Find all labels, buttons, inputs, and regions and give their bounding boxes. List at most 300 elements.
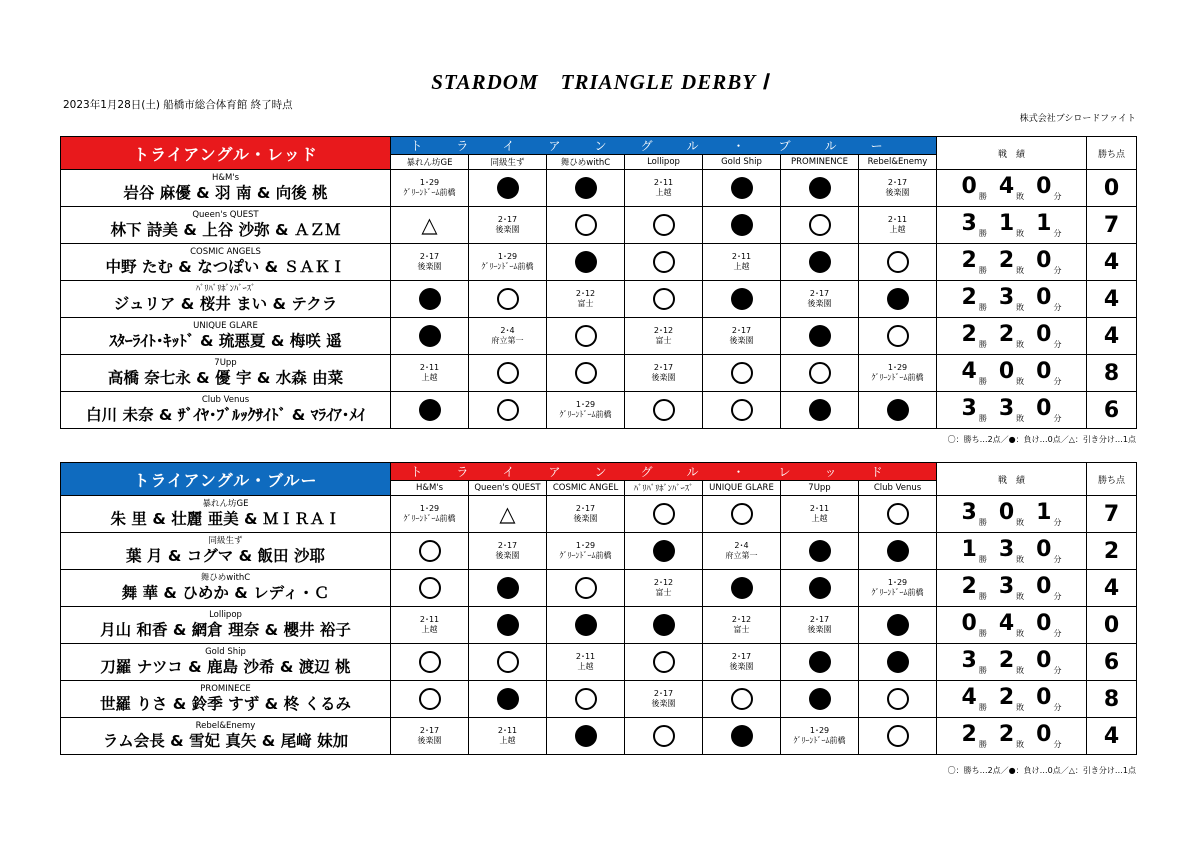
points-header: 勝ち点: [1087, 463, 1137, 496]
wins-count: 2: [961, 574, 977, 599]
match-date: 2･12: [653, 578, 674, 587]
loss-dot-icon: [809, 399, 831, 421]
date-venue: 2023年1月28日(土) 船橋市総合体育館 終了時点: [63, 99, 293, 111]
loss-dot-icon: [731, 177, 753, 199]
wrestler-names: 世羅 りさ & 鈴季 すず & 柊 くるみ: [100, 695, 351, 713]
match-result-cell: [703, 533, 781, 570]
wins-count: 2: [961, 285, 977, 310]
points-cell: 0: [1087, 170, 1137, 207]
opponent-name: COSMIC ANGEL: [547, 481, 625, 496]
match-result-cell: [859, 533, 937, 570]
loss-dot-icon: [887, 540, 909, 562]
wrestler-names: 高橋 奈七永 & 優 宇 & 水森 由菜: [107, 369, 344, 387]
team-cell: [61, 318, 391, 355]
loss-dot-icon: [653, 614, 675, 636]
win-circle-icon: [653, 725, 675, 747]
match-result-cell: [391, 244, 469, 281]
loss-dot-icon: [809, 540, 831, 562]
match-result-cell: [547, 281, 625, 318]
wrestler-names: ｽﾀｰﾗｲﾄ･ｷｯﾄﾞ & 琉悪夏 & 梅咲 遥: [109, 332, 342, 350]
match-venue: 上越: [421, 373, 438, 382]
unit-name: Queen's QUEST: [192, 210, 259, 220]
match-result-cell: [703, 718, 781, 755]
opponent-header-char: ッ: [824, 465, 871, 479]
loss-dot-icon: [419, 399, 441, 421]
match-result-cell: [469, 533, 547, 570]
draw-unit: 分: [1053, 555, 1062, 564]
win-circle-icon: [497, 288, 519, 310]
loss-dot-icon: [731, 214, 753, 236]
loss-dot-icon: [497, 177, 519, 199]
points-cell: 8: [1087, 681, 1137, 718]
opponent-header-char: ン: [594, 139, 641, 153]
match-result-cell: [547, 570, 625, 607]
legend-blue: 〇：勝ち…2点／●：負け…0点／△：引き分け…1点: [947, 766, 1136, 775]
win-circle-icon: [575, 362, 597, 384]
match-date: 2･17: [809, 289, 830, 298]
points-cell: 4: [1087, 281, 1137, 318]
wins-count: 3: [961, 211, 977, 236]
match-date: 2･17: [497, 541, 518, 550]
wrestler-names: ラム会長 & 雪妃 真矢 & 尾﨑 妹加: [102, 732, 349, 750]
team-cell: [61, 392, 391, 429]
opponent-name: Gold Ship: [703, 155, 781, 170]
match-result-cell: [859, 392, 937, 429]
win-unit: 勝: [978, 377, 987, 386]
opponent-name: 同級生ず: [469, 155, 547, 170]
loss-unit: 敗: [1016, 414, 1025, 423]
unit-name: UNIQUE GLARE: [193, 321, 258, 331]
losses-count: 2: [998, 322, 1015, 347]
table-row: [61, 170, 1137, 207]
page-title: STARDOM TRIANGLE DERBY Ⅰ: [431, 70, 769, 94]
opponent-header-char: ド: [870, 465, 917, 479]
unit-name: H&M's: [211, 173, 240, 183]
loss-unit: 敗: [1016, 666, 1025, 675]
wins-count: 0: [961, 611, 977, 636]
losses-count: 1: [998, 211, 1015, 236]
opponent-header-char: ト: [410, 139, 457, 153]
draws-count: 0: [1036, 285, 1052, 310]
draws-count: 0: [1036, 574, 1052, 599]
match-result-cell: [469, 355, 547, 392]
opponent-name: Club Venus: [859, 481, 937, 496]
win-circle-icon: [419, 688, 441, 710]
wrestler-names: ジュリア & 桜井 まい & テクラ: [113, 295, 338, 313]
match-result-cell: [859, 281, 937, 318]
opponent-header-char: イ: [502, 465, 549, 479]
opponent-header-char: ブ: [778, 139, 825, 153]
loss-dot-icon: [731, 577, 753, 599]
win-circle-icon: [731, 362, 753, 384]
win-circle-icon: [887, 325, 909, 347]
draws-count: 0: [1036, 685, 1052, 710]
wins-count: 4: [961, 685, 977, 710]
loss-unit: 敗: [1016, 340, 1025, 349]
match-result-cell: [781, 355, 859, 392]
points-cell: 6: [1087, 392, 1137, 429]
win-circle-icon: [653, 251, 675, 273]
match-venue: 富士: [733, 625, 750, 634]
opponent-header-char: ラ: [456, 139, 503, 153]
match-venue: 富士: [577, 299, 594, 308]
match-result-cell: [469, 718, 547, 755]
match-result-cell: [625, 207, 703, 244]
match-result-cell: [703, 570, 781, 607]
opponent-header-char: イ: [502, 139, 549, 153]
match-result-cell: [703, 644, 781, 681]
loss-dot-icon: [809, 688, 831, 710]
match-date: 1･29: [419, 178, 440, 187]
record-cell: [937, 392, 1087, 429]
match-venue: 後楽園: [807, 299, 832, 308]
match-result-cell: [391, 281, 469, 318]
opponent-name: Lollipop: [625, 155, 703, 170]
match-venue: ｸﾞﾘｰﾝﾄﾞｰﾑ前橋: [871, 588, 924, 597]
table-row: [61, 318, 1137, 355]
opponent-header-char: ア: [548, 465, 595, 479]
win-circle-icon: [419, 540, 441, 562]
match-date: 2･11: [731, 252, 752, 261]
opponent-header-char: レ: [778, 465, 825, 479]
loss-dot-icon: [575, 177, 597, 199]
match-venue: 富士: [655, 336, 672, 345]
wins-count: 2: [961, 248, 977, 273]
match-result-cell: [391, 607, 469, 644]
losses-count: 2: [998, 685, 1015, 710]
match-result-cell: [625, 170, 703, 207]
draws-count: 0: [1036, 537, 1052, 562]
match-date: 1･29: [887, 363, 908, 372]
match-date: 2･17: [887, 178, 908, 187]
record-cell: [937, 718, 1087, 755]
points-cell: 7: [1087, 207, 1137, 244]
match-date: 2･11: [419, 363, 440, 372]
match-date: 2･11: [653, 178, 674, 187]
match-date: 2･11: [575, 652, 596, 661]
loss-dot-icon: [575, 725, 597, 747]
win-unit: 勝: [978, 703, 987, 712]
match-venue: ｸﾞﾘｰﾝﾄﾞｰﾑ前橋: [559, 410, 612, 419]
loss-dot-icon: [497, 614, 519, 636]
wins-count: 4: [961, 359, 977, 384]
loss-dot-icon: [497, 577, 519, 599]
loss-unit: 敗: [1016, 229, 1025, 238]
loss-dot-icon: [809, 325, 831, 347]
match-result-cell: [469, 570, 547, 607]
match-result-cell: [859, 170, 937, 207]
win-circle-icon: [575, 577, 597, 599]
match-result-cell: [391, 570, 469, 607]
team-cell: [61, 570, 391, 607]
red-standings-table: [60, 136, 1137, 429]
match-result-cell: [781, 207, 859, 244]
match-venue: 後楽園: [417, 736, 442, 745]
win-unit: 勝: [978, 229, 987, 238]
match-date: 2･17: [653, 363, 674, 372]
match-date: 2･4: [734, 541, 749, 550]
match-date: 1･29: [809, 726, 830, 735]
match-date: 1･29: [575, 541, 596, 550]
match-result-cell: [859, 355, 937, 392]
match-result-cell: [547, 533, 625, 570]
match-result-cell: [469, 318, 547, 355]
match-result-cell: [547, 644, 625, 681]
win-circle-icon: [653, 214, 675, 236]
match-result-cell: [391, 644, 469, 681]
blue-opponent-header: [391, 463, 937, 481]
win-circle-icon: [653, 503, 675, 525]
record-cell: [937, 644, 1087, 681]
match-venue: ｸﾞﾘｰﾝﾄﾞｰﾑ前橋: [403, 514, 456, 523]
match-result-cell: [625, 533, 703, 570]
match-venue: 上越: [889, 225, 906, 234]
wrestler-names: 中野 たむ & なつぽい & ＳＡＫＩ: [105, 258, 346, 276]
match-venue: 上越: [811, 514, 828, 523]
match-venue: ｸﾞﾘｰﾝﾄﾞｰﾑ前橋: [871, 373, 924, 382]
match-result-cell: [469, 681, 547, 718]
unit-name: 舞ひめwithC: [200, 573, 251, 583]
points-cell: 4: [1087, 244, 1137, 281]
win-circle-icon: [887, 503, 909, 525]
match-result-cell: [625, 718, 703, 755]
opponent-header-char: ル: [824, 139, 871, 153]
win-circle-icon: [653, 399, 675, 421]
team-cell: [61, 355, 391, 392]
draws-count: 0: [1036, 322, 1052, 347]
red-opponent-header: [391, 137, 937, 155]
win-circle-icon: [731, 399, 753, 421]
match-date: 2･17: [419, 252, 440, 261]
opponent-header-char: ・: [732, 139, 779, 153]
record-header: 戦 績: [937, 137, 1087, 170]
losses-count: 3: [998, 285, 1015, 310]
win-unit: 勝: [978, 303, 987, 312]
draw-unit: 分: [1053, 303, 1062, 312]
wrestler-names: 林下 詩美 & 上谷 沙弥 & ＡＺＭ: [110, 221, 341, 239]
draw-unit: 分: [1053, 666, 1062, 675]
match-result-cell: [703, 207, 781, 244]
wins-count: 3: [961, 500, 977, 525]
match-result-cell: [547, 718, 625, 755]
win-unit: 勝: [978, 592, 987, 601]
unit-name: COSMIC ANGELS: [190, 247, 261, 257]
draws-count: 0: [1036, 722, 1052, 747]
loss-unit: 敗: [1016, 703, 1025, 712]
match-result-cell: [469, 207, 547, 244]
match-venue: 後楽園: [417, 262, 442, 271]
record-cell: [937, 607, 1087, 644]
loss-dot-icon: [809, 251, 831, 273]
match-date: 2･17: [497, 215, 518, 224]
win-circle-icon: [809, 214, 831, 236]
unit-name: 同級生ず: [208, 536, 243, 546]
match-date: 1･29: [497, 252, 518, 261]
match-date: 2･17: [653, 689, 674, 698]
blue-section-title: トライアングル・ブルー: [61, 463, 391, 496]
match-result-cell: [703, 318, 781, 355]
legend-red: 〇：勝ち…2点／●：負け…0点／△：引き分け…1点: [947, 435, 1136, 444]
points-cell: 7: [1087, 496, 1137, 533]
unit-name: 7Upp: [214, 358, 237, 368]
loss-dot-icon: [887, 651, 909, 673]
win-circle-icon: [887, 725, 909, 747]
match-result-cell: [781, 607, 859, 644]
unit-name: ﾊﾞﾘﾊﾞﾘﾎﾞﾝﾊﾞｰｽﾞ: [195, 284, 256, 294]
win-circle-icon: [731, 688, 753, 710]
wrestler-names: 白川 未奈 & ｻﾞｲﾔ･ﾌﾞﾙｯｸｻｲﾄﾞ & ﾏﾗｲｱ･ﾒｲ: [86, 406, 365, 424]
record-cell: [937, 244, 1087, 281]
draws-count: 0: [1036, 648, 1052, 673]
win-circle-icon: [497, 362, 519, 384]
loss-unit: 敗: [1016, 303, 1025, 312]
win-unit: 勝: [978, 340, 987, 349]
match-result-cell: [391, 355, 469, 392]
match-result-cell: [625, 607, 703, 644]
match-result-cell: [859, 207, 937, 244]
wins-count: 0: [961, 174, 977, 199]
match-result-cell: [547, 170, 625, 207]
loss-unit: 敗: [1016, 518, 1025, 527]
losses-count: 3: [998, 396, 1015, 421]
record-cell: [937, 355, 1087, 392]
opponent-name: 舞ひめwithC: [547, 155, 625, 170]
match-result-cell: [469, 607, 547, 644]
win-circle-icon: [653, 288, 675, 310]
draws-count: 0: [1036, 396, 1052, 421]
match-venue: 上越: [421, 625, 438, 634]
record-header: 戦 績: [937, 463, 1087, 496]
opponent-header-char: グ: [640, 139, 687, 153]
win-circle-icon: [653, 651, 675, 673]
draws-count: 0: [1036, 611, 1052, 636]
opponent-header-char: ト: [410, 465, 457, 479]
wins-count: 2: [961, 722, 977, 747]
loss-dot-icon: [887, 288, 909, 310]
match-result-cell: [703, 496, 781, 533]
opponent-header-char: ラ: [456, 465, 503, 479]
match-venue: 上越: [655, 188, 672, 197]
losses-count: 2: [998, 248, 1015, 273]
wrestler-names: 刀羅 ナツコ & 鹿島 沙希 & 渡辺 桃: [100, 658, 351, 676]
wrestler-names: 舞 華 & ひめか & レディ・Ｃ: [121, 584, 330, 602]
match-result-cell: [781, 496, 859, 533]
draw-unit: 分: [1053, 703, 1062, 712]
record-cell: [937, 170, 1087, 207]
draws-count: 0: [1036, 248, 1052, 273]
opponent-header-char: ン: [594, 465, 641, 479]
loss-unit: 敗: [1016, 377, 1025, 386]
points-header: 勝ち点: [1087, 137, 1137, 170]
table-row: [61, 607, 1137, 644]
draw-unit: 分: [1053, 629, 1062, 638]
loss-dot-icon: [731, 725, 753, 747]
win-circle-icon: [731, 503, 753, 525]
match-date: 2･17: [731, 326, 752, 335]
table-row: [61, 570, 1137, 607]
match-result-cell: [547, 355, 625, 392]
match-venue: 富士: [655, 588, 672, 597]
win-circle-icon: [887, 688, 909, 710]
match-venue: 上越: [733, 262, 750, 271]
match-result-cell: [625, 244, 703, 281]
match-venue: 上越: [499, 736, 516, 745]
opponent-name: Rebel&Enemy: [859, 155, 937, 170]
unit-name: Gold Ship: [205, 647, 246, 657]
match-date: 2･4: [500, 326, 515, 335]
loss-dot-icon: [575, 251, 597, 273]
win-unit: 勝: [978, 192, 987, 201]
draws-count: 0: [1036, 174, 1052, 199]
match-result-cell: [625, 355, 703, 392]
team-cell: [61, 207, 391, 244]
team-cell: [61, 533, 391, 570]
draw-unit: 分: [1053, 414, 1062, 423]
match-venue: ｸﾞﾘｰﾝﾄﾞｰﾑ前橋: [481, 262, 534, 271]
match-result-cell: [625, 281, 703, 318]
match-result-cell: [391, 533, 469, 570]
loss-dot-icon: [887, 399, 909, 421]
match-venue: 府立第一: [725, 551, 758, 560]
win-circle-icon: [575, 325, 597, 347]
match-result-cell: [391, 496, 469, 533]
draws-count: 1: [1036, 500, 1052, 525]
opponent-header-char: ア: [548, 139, 595, 153]
match-venue: 後楽園: [495, 551, 520, 560]
match-venue: 後楽園: [807, 625, 832, 634]
points-cell: 8: [1087, 355, 1137, 392]
win-circle-icon: [575, 214, 597, 236]
opponent-header-char: ー: [870, 139, 917, 153]
wrestler-names: 岩谷 麻優 & 羽 南 & 向後 桃: [123, 184, 328, 202]
loss-dot-icon: [575, 614, 597, 636]
win-unit: 勝: [978, 740, 987, 749]
match-date: 1･29: [419, 504, 440, 513]
match-date: 2･12: [731, 615, 752, 624]
match-venue: ｸﾞﾘｰﾝﾄﾞｰﾑ前橋: [403, 188, 456, 197]
match-result-cell: [859, 607, 937, 644]
match-result-cell: [781, 318, 859, 355]
opponent-name: UNIQUE GLARE: [703, 481, 781, 496]
win-circle-icon: [887, 251, 909, 273]
loss-dot-icon: [809, 577, 831, 599]
match-venue: 後楽園: [651, 373, 676, 382]
losses-count: 2: [998, 648, 1015, 673]
table-row: [61, 533, 1137, 570]
match-date: 2･17: [575, 504, 596, 513]
match-result-cell: [547, 207, 625, 244]
team-cell: [61, 281, 391, 318]
loss-dot-icon: [497, 688, 519, 710]
match-result-cell: [781, 533, 859, 570]
match-venue: 上越: [577, 662, 594, 671]
match-result-cell: [703, 607, 781, 644]
match-venue: 後楽園: [495, 225, 520, 234]
match-result-cell: [547, 607, 625, 644]
opponent-name: ﾊﾞﾘﾊﾞﾘﾎﾞﾝﾊﾞｰｽﾞ: [625, 481, 703, 496]
points-cell: 0: [1087, 607, 1137, 644]
match-result-cell: [391, 207, 469, 244]
match-venue: ｸﾞﾘｰﾝﾄﾞｰﾑ前橋: [559, 551, 612, 560]
match-result-cell: [391, 718, 469, 755]
match-result-cell: [469, 496, 547, 533]
match-date: 2･17: [419, 726, 440, 735]
win-unit: 勝: [978, 518, 987, 527]
points-cell: 2: [1087, 533, 1137, 570]
match-result-cell: [859, 681, 937, 718]
record-cell: [937, 496, 1087, 533]
opponent-name: 暴れん坊GE: [391, 155, 469, 170]
